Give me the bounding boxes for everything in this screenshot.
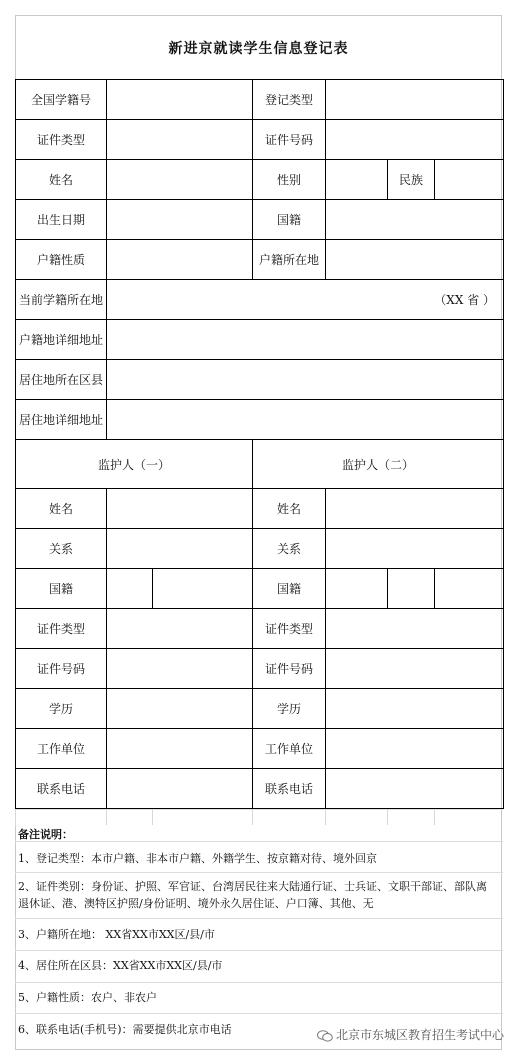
g1-input-education[interactable] xyxy=(107,689,253,729)
label-gender: 性别 xyxy=(253,160,326,200)
g2-input-name[interactable] xyxy=(326,489,504,529)
note-item-1: 1、登记类型：本市户籍、非本市户籍、外籍学生、按京籍对待、境外回京 xyxy=(18,852,377,865)
label-register-type: 登记类型 xyxy=(253,80,326,120)
faint-grid-row xyxy=(15,809,503,825)
g1-label-employer: 工作单位 xyxy=(16,729,107,769)
g1-label-id-number: 证件号码 xyxy=(16,649,107,689)
note-item-3: 3、户籍所在地： XX省XX市XX区/县/市 xyxy=(18,928,215,941)
g2-input-id-type[interactable] xyxy=(326,609,504,649)
g1-input-relation[interactable] xyxy=(107,529,253,569)
g2-label-phone: 联系电话 xyxy=(253,769,326,809)
g1-input-id-number[interactable] xyxy=(107,649,253,689)
g1-label-name: 姓名 xyxy=(16,489,107,529)
g2-input-phone[interactable] xyxy=(326,769,504,809)
input-hukou-location[interactable] xyxy=(326,240,504,280)
input-name[interactable] xyxy=(107,160,253,200)
g1-input-id-type[interactable] xyxy=(107,609,253,649)
input-nationality[interactable] xyxy=(326,200,504,240)
note-divider xyxy=(15,918,503,919)
input-register-type[interactable] xyxy=(326,80,504,120)
guardian-2-header: 监护人（二） xyxy=(253,440,504,489)
input-id-type[interactable] xyxy=(107,120,253,160)
label-residence-district: 居住地所在区县 xyxy=(16,360,107,400)
g1-input-employer[interactable] xyxy=(107,729,253,769)
input-birth-date[interactable] xyxy=(107,200,253,240)
label-hukou-address: 户籍地详细地址 xyxy=(16,320,107,360)
label-hukou-location: 户籍所在地 xyxy=(253,240,326,280)
input-national-id-no[interactable] xyxy=(107,80,253,120)
input-id-number[interactable] xyxy=(326,120,504,160)
wechat-icon xyxy=(317,1030,333,1042)
g2-input-relation[interactable] xyxy=(326,529,504,569)
note-divider xyxy=(15,950,503,951)
note-divider xyxy=(15,841,503,842)
note-divider xyxy=(15,872,503,873)
note-divider xyxy=(15,982,503,983)
note-divider xyxy=(15,1013,503,1014)
guardian-1-header: 监护人（一） xyxy=(16,440,253,489)
label-ethnicity: 民族 xyxy=(388,160,435,200)
g2-input-nationality-a[interactable] xyxy=(326,569,388,609)
label-id-number: 证件号码 xyxy=(253,120,326,160)
note-item-5: 5、户籍性质：农户、非农户 xyxy=(18,991,157,1004)
g2-label-education: 学历 xyxy=(253,689,326,729)
g2-label-nationality: 国籍 xyxy=(253,569,326,609)
notes-heading: 备注说明： xyxy=(18,828,73,841)
g1-input-nationality-a[interactable] xyxy=(107,569,153,609)
g2-label-id-type: 证件类型 xyxy=(253,609,326,649)
label-birth-date: 出生日期 xyxy=(16,200,107,240)
g2-label-name: 姓名 xyxy=(253,489,326,529)
g2-input-education[interactable] xyxy=(326,689,504,729)
g2-label-id-number: 证件号码 xyxy=(253,649,326,689)
g1-label-phone: 联系电话 xyxy=(16,769,107,809)
input-hukou-nature[interactable] xyxy=(107,240,253,280)
g1-input-name[interactable] xyxy=(107,489,253,529)
label-national-id-no: 全国学籍号 xyxy=(16,80,107,120)
g2-input-nationality-b[interactable] xyxy=(388,569,435,609)
label-residence-address: 居住地详细地址 xyxy=(16,400,107,440)
registration-table xyxy=(15,79,504,809)
label-hukou-nature: 户籍性质 xyxy=(16,240,107,280)
label-current-school-location: 当前学籍所在地 xyxy=(16,280,107,320)
input-residence-district[interactable] xyxy=(107,360,504,400)
g1-label-education: 学历 xyxy=(16,689,107,729)
form-title: 新进京就读学生信息登记表 xyxy=(168,41,349,57)
g2-label-employer: 工作单位 xyxy=(253,729,326,769)
g2-input-id-number[interactable] xyxy=(326,649,504,689)
g2-input-employer[interactable] xyxy=(326,729,504,769)
note-item-6: 6、联系电话(手机号)：需要提供北京市电话 xyxy=(18,1023,232,1036)
note-item-4: 4、居住所在区县：XX省XX市XX区/县/市 xyxy=(18,959,223,972)
g1-label-nationality: 国籍 xyxy=(16,569,107,609)
input-gender[interactable] xyxy=(326,160,388,200)
g2-input-nationality-c[interactable] xyxy=(435,569,504,609)
input-residence-address[interactable] xyxy=(107,400,504,440)
label-id-type: 证件类型 xyxy=(16,120,107,160)
g1-input-phone[interactable] xyxy=(107,769,253,809)
g1-label-relation: 关系 xyxy=(16,529,107,569)
input-current-school-location[interactable]: （XX 省 ） xyxy=(107,280,504,320)
watermark xyxy=(317,1026,504,1043)
input-hukou-address[interactable] xyxy=(107,320,504,360)
g1-label-id-type: 证件类型 xyxy=(16,609,107,649)
label-nationality: 国籍 xyxy=(253,200,326,240)
g2-label-relation: 关系 xyxy=(253,529,326,569)
label-name: 姓名 xyxy=(16,160,107,200)
watermark-text: 北京市东城区教育招生考试中心 xyxy=(335,1028,504,1042)
note-item-2: 2、证件类别：身份证、护照、军官证、台湾居民往来大陆通行证、士兵证、文职干部证、部队离退休证、港、澳特区护照/身份证明、境外永久居住证、户口簿、其他、无 xyxy=(18,880,487,910)
input-ethnicity[interactable] xyxy=(435,160,504,200)
g1-input-nationality-b[interactable] xyxy=(153,569,253,609)
